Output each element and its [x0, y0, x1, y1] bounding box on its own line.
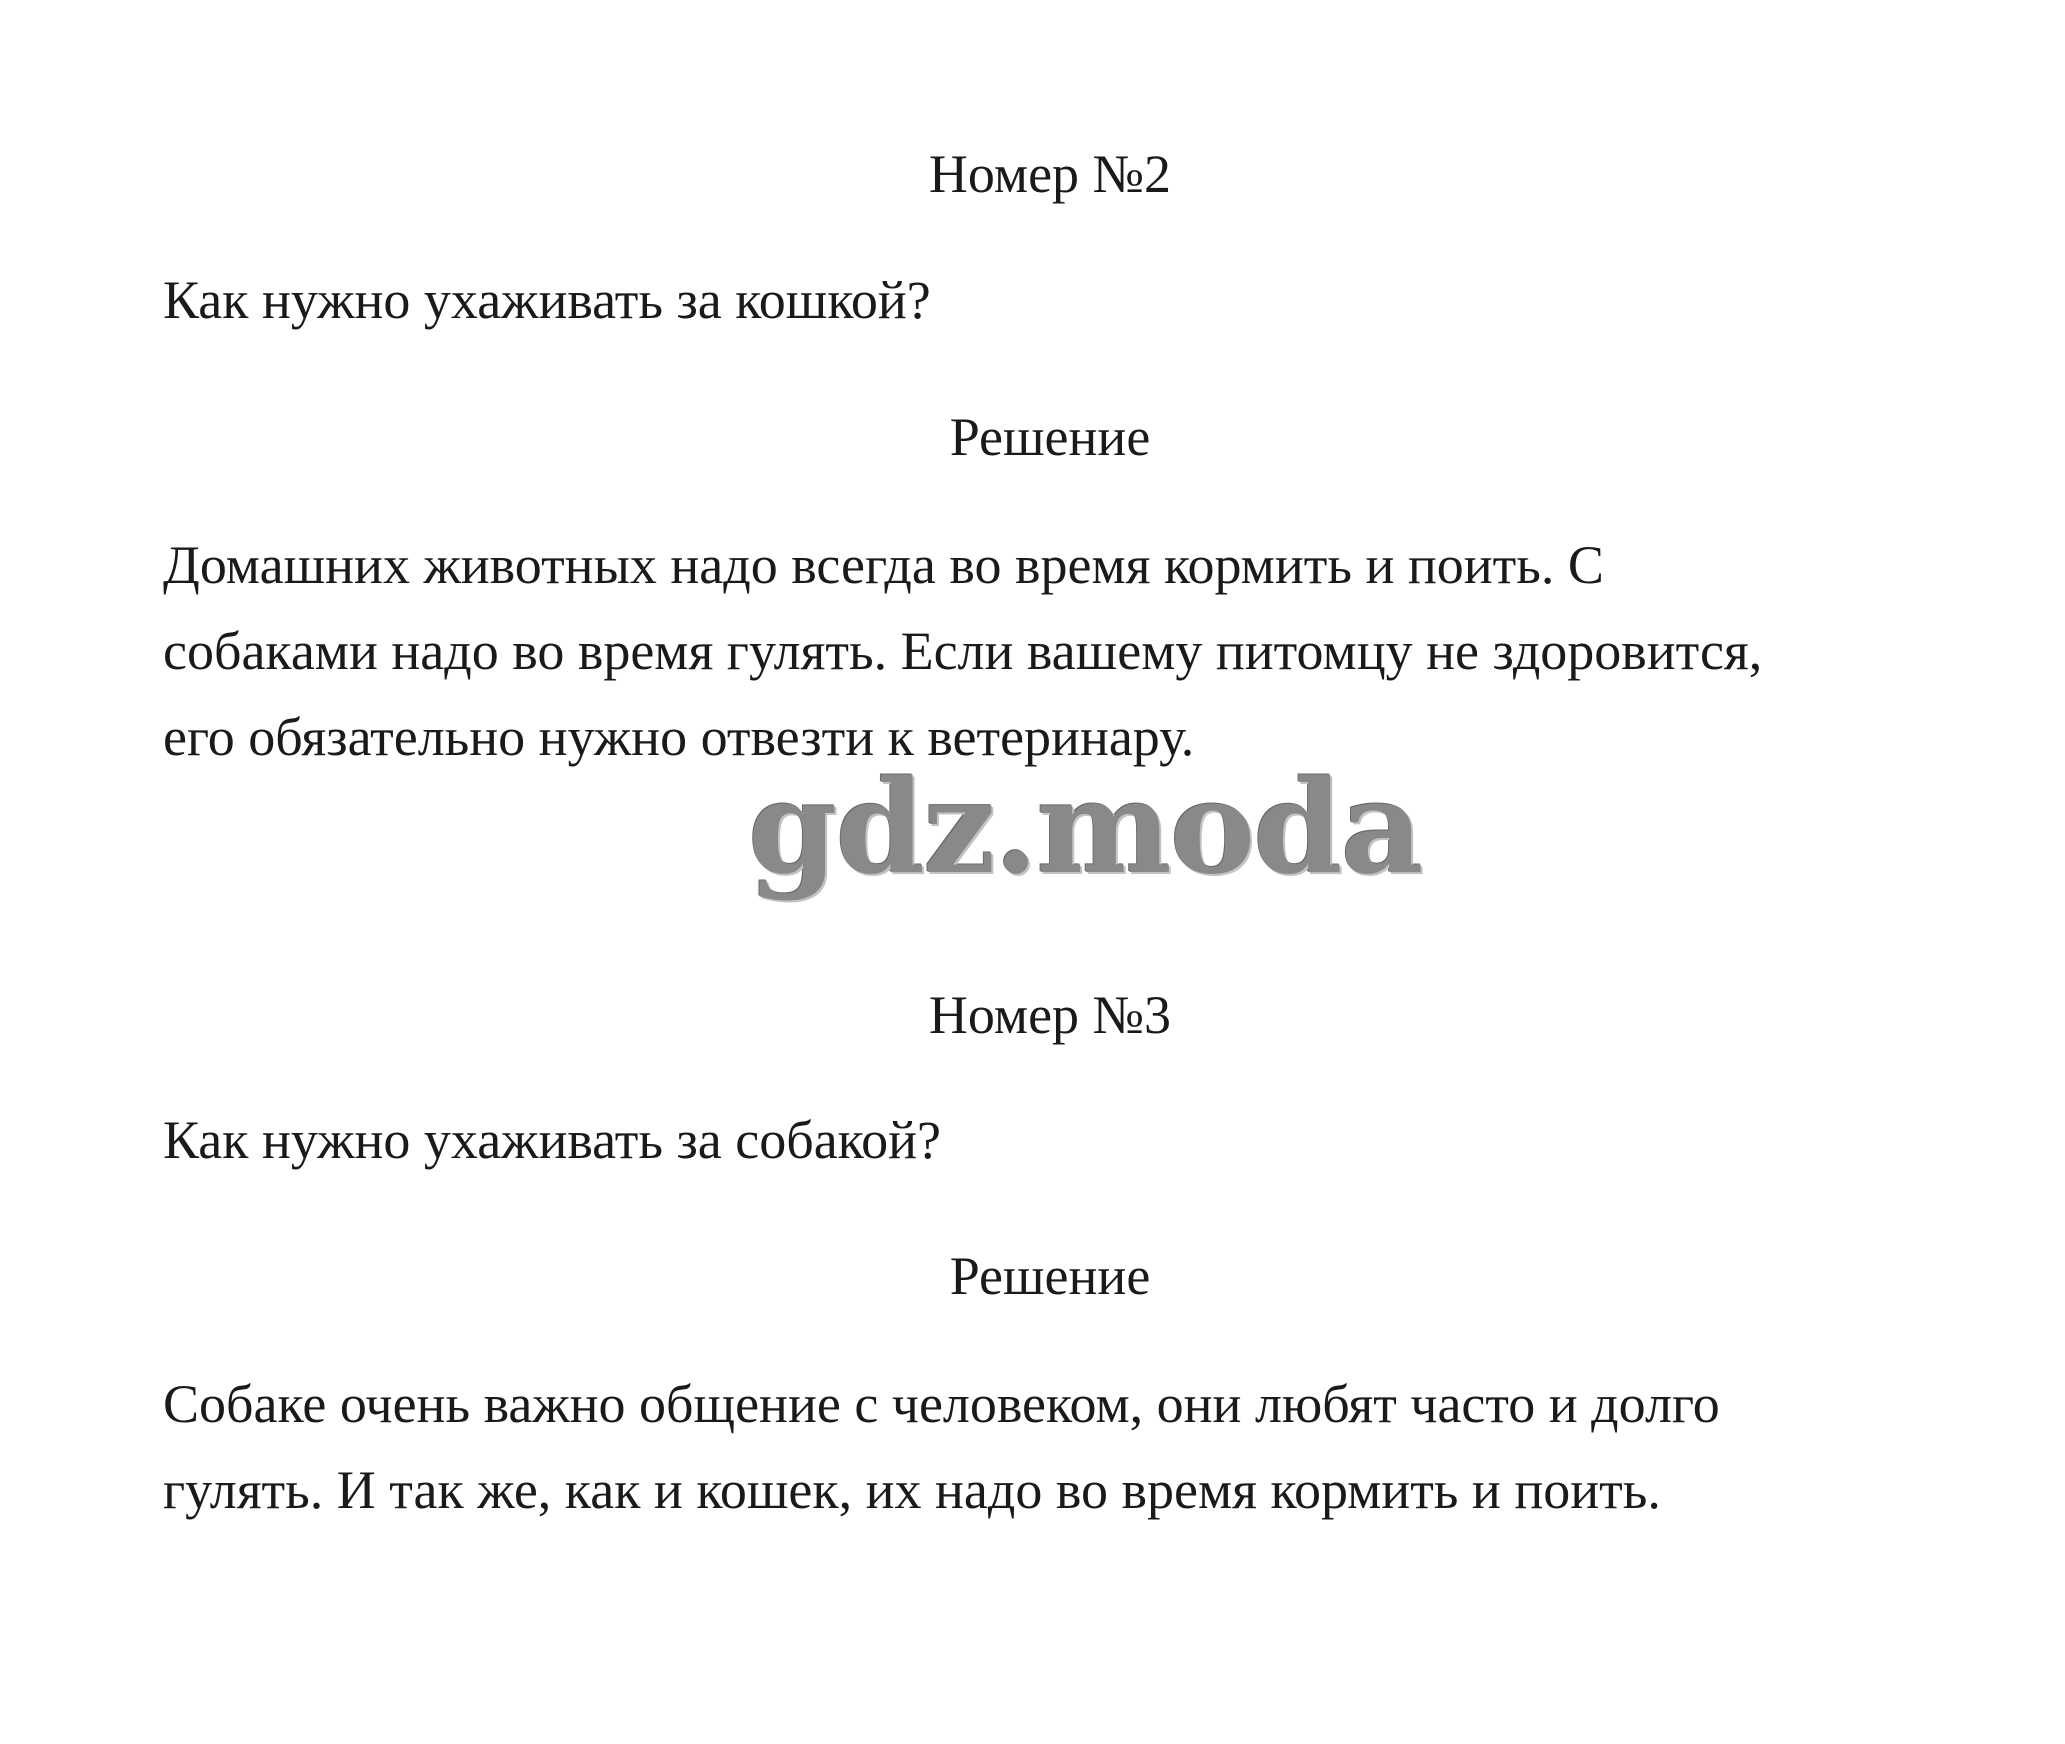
answer-line: гулять. И так же, как и кошек, их надо во время кормить и поить. [163, 1460, 1661, 1520]
answer-text [163, 522, 1963, 780]
answer-line: Собаке очень важно общение с человеком, они любят часто и долго [163, 1374, 1720, 1434]
solution-heading: Решение [949, 1246, 1151, 1306]
answer-text [163, 1361, 1963, 1533]
answer-line: его обязательно нужно отвезти к ветеринару. [163, 707, 1195, 767]
problem-number-heading: Номер №3 [928, 985, 1172, 1045]
problem-number-heading: Номер №2 [928, 144, 1172, 204]
answer-line: собаками надо во время гулять. Если вашему питомцу не здоровится, [163, 621, 1763, 681]
answer-line: Домашних животных надо всегда во время кормить и поить. С [163, 535, 1604, 595]
question-text: Как нужно ухаживать за собакой? [163, 1110, 942, 1170]
watermark-logo: gdz.moda [748, 753, 1422, 903]
question-text: Как нужно ухаживать за кошкой? [163, 270, 931, 330]
solution-heading: Решение [949, 407, 1151, 467]
